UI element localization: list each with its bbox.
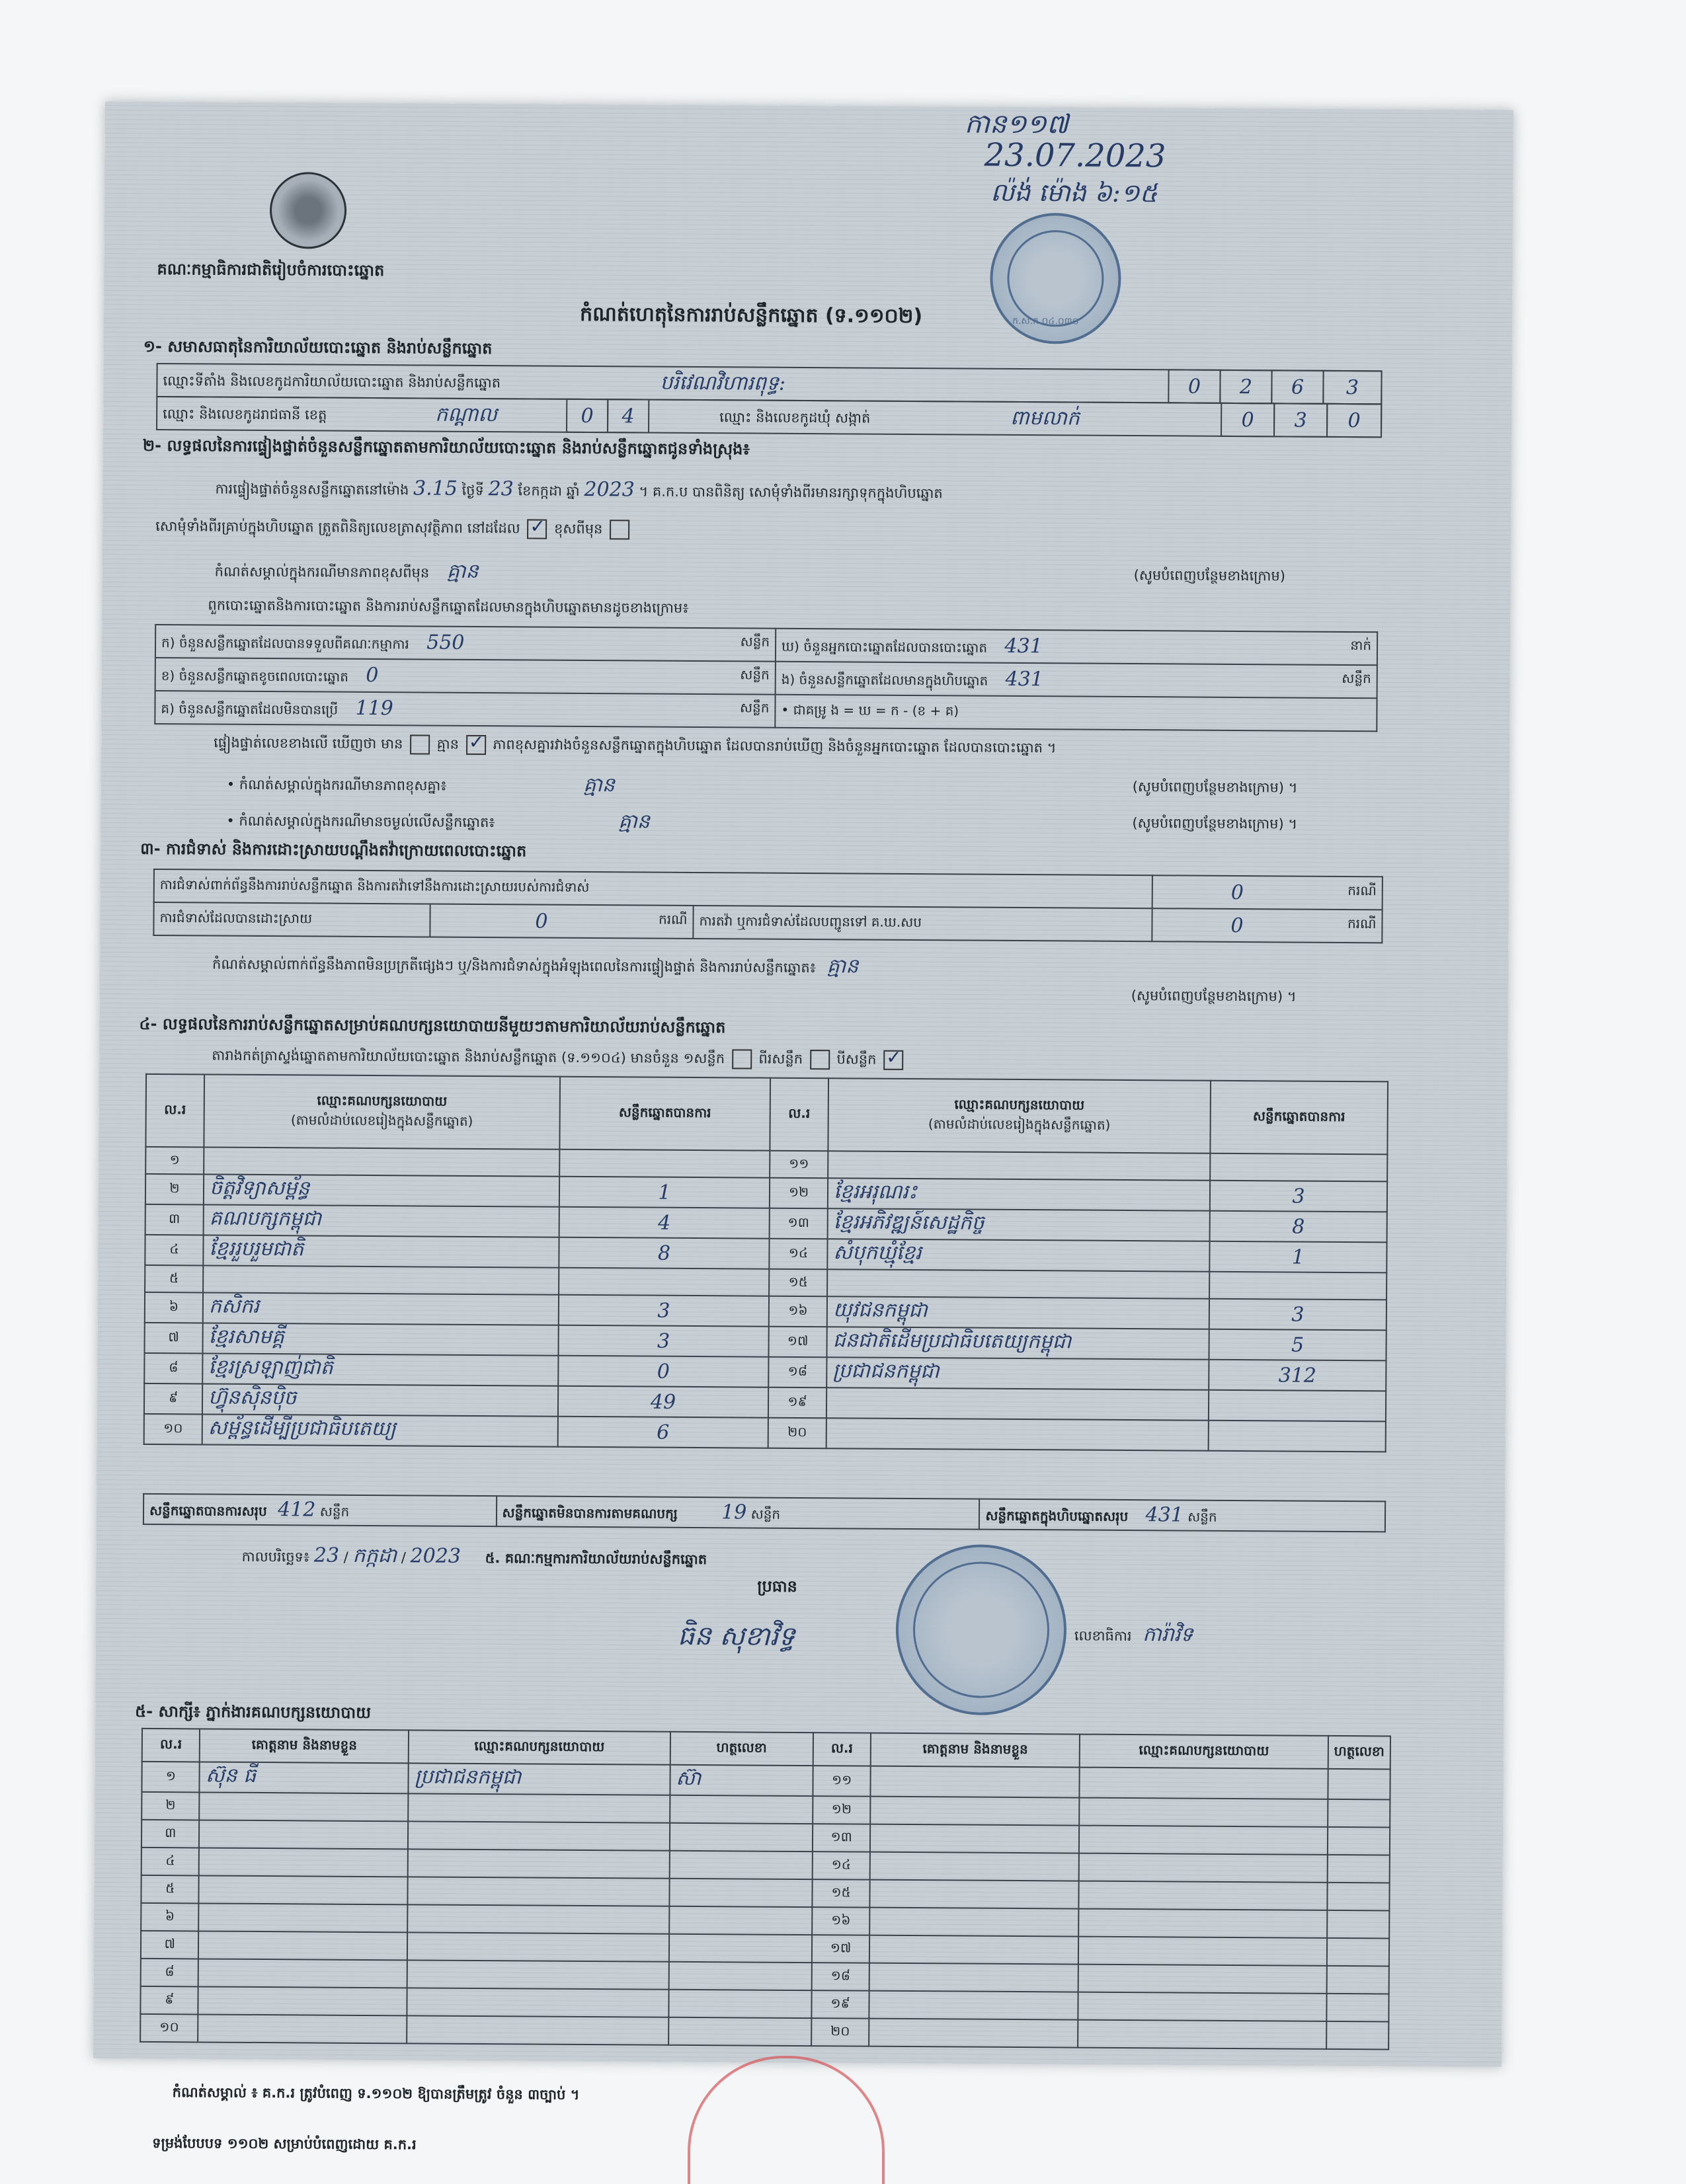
witness-row: ១ ស៊ុន ធី ប្រជាជនកម្ពុជា ស៊ា ១១	[141, 1762, 1390, 1800]
top-stamp-ref: ក.ស.ក ០៤.០៣០	[1012, 315, 1079, 327]
section3-fill-note: (សូមបំពេញបន្ថែមខាងក្រោម) ។	[1131, 988, 1297, 1005]
code-digit: 0	[1326, 403, 1382, 438]
one-sheet-checkbox[interactable]	[732, 1049, 752, 1069]
section3-note: កំណត់សម្គាល់ពាក់ព័ន្ធនឹងភាពមិនប្រក្រតីផ្សេងៗ ឬ/និងការជំទាស់ក្នុងអំឡុងពេលនៃការផ្ទៀងផ្ទាត់ និងការរាប់សន្លឹកឆ្នោត៖ គ្មាន	[212, 955, 859, 978]
line1-b: ថ្ងៃទី	[462, 482, 484, 499]
complaint-label: ការជំទាស់ដែលបានដោះស្រាយ	[153, 902, 430, 937]
ballot-cell: ខ) ចំនួនសន្លឹកឆ្នោតខូចពេលបោះឆ្នោត 0 សន្លឹក	[155, 658, 776, 695]
code-digit: 3	[1273, 403, 1328, 437]
secretary: លេខាធិការ ការ៉ាវិទ	[1074, 1623, 1193, 1647]
section2-line1	[215, 476, 943, 506]
code-digit: 0	[1221, 403, 1275, 437]
section1-row1-value: បរិវេណវិហារពុទ្ធ:	[660, 371, 786, 395]
witness-row: ៩ ១៩	[140, 1986, 1388, 2022]
witness-table	[140, 1728, 1391, 2050]
section1-row2-value: កណ្ដាល	[435, 403, 498, 427]
invalid-cell: សន្លឹកឆ្នោតមិនបានការតាមគណបក្ស 19 សន្លឹក	[496, 1496, 979, 1529]
chair-label: ប្រធាន	[757, 1577, 797, 1596]
top-stamp	[990, 213, 1121, 344]
ballot-count-table	[154, 624, 1378, 732]
total-valid-cell: សន្លឹកឆ្នោតបានការសរុប 412 សន្លឹក	[143, 1494, 497, 1526]
section1-row2-value2: ពាមលាក់	[1010, 406, 1080, 430]
red-stamp	[688, 2056, 885, 2184]
line1-c: ខែកក្កដា ឆ្នាំ	[518, 483, 580, 499]
ballot-cell: គ) ចំនួនសន្លឹកឆ្នោតដែលមិនបានប្រើ 119 សន្លឹក	[155, 691, 775, 728]
section4-sub: តារាងកត់ត្រាស្ទង់ឆ្នោតតាមការិយាល័យបោះឆ្នោត និងរាប់សន្លឹកឆ្នោត (ទ.១១០៤) មានចំនួន ១សន្លឹក ពីរសន្លឹក បីសន្លឹក ✓	[212, 1046, 906, 1072]
chair-name: ធិន សុខាវិទ្ធ	[677, 1620, 795, 1652]
col-party: ឈ្មោះគណបក្សនយោបាយ (តាមលំដាប់លេខរៀងក្នុងសន្លឹកឆ្នោត)	[204, 1074, 560, 1149]
form-title: កំណត់ហេតុនៃការរាប់សន្លឹកឆ្នោត (ទ.១១០២)	[580, 302, 923, 329]
results-row: ៩ ហ៊្វុនស៊ិនប៉ិច 49 ១៩	[144, 1384, 1386, 1421]
top-ref: កាន១១៧	[964, 108, 1068, 140]
section4-heading: ៤- លទ្ធផលនៃការរាប់សន្លឹកឆ្នោតសម្រាប់គណបក្សនយោបាយនីមួយៗតាមការិយាល័យរាប់សន្លឹកឆ្នោត	[139, 1014, 726, 1037]
fill-note2b: (សូមបំពេញបន្ថែមខាងក្រោម) ។	[1132, 815, 1298, 832]
top-date: 23.07.2023	[984, 136, 1166, 175]
witness-row: ២ ១២	[141, 1792, 1390, 1828]
code-digit: 3	[1322, 370, 1382, 405]
code-digit: 6	[1271, 370, 1324, 404]
line3-value: គ្មាន	[446, 559, 479, 583]
section3-heading: ៣- ការជំទាស់ និងការដោះស្រាយបណ្ដឹងតវ៉ាក្រោយពេលបោះឆ្នោត	[140, 839, 527, 861]
results-row: ៥ ១៥	[145, 1265, 1386, 1300]
ballot-cell: • ជាគម្រូ ង = ឃ = ក - (ខ + គ)	[775, 695, 1377, 732]
complaint-table	[153, 869, 1383, 943]
count-time: 3.15	[413, 477, 458, 500]
witness-row: ៣ ១៣	[141, 1820, 1390, 1855]
same-checkbox[interactable]	[527, 519, 547, 539]
box-total-cell: សន្លឹកឆ្នោតក្នុងហិបឆ្នោតសរុប 431 សន្លឹក	[979, 1499, 1385, 1532]
three-sheet-checkbox[interactable]	[883, 1050, 903, 1070]
complaint-label: ការជំទាស់ពាក់ព័ន្ធនឹងការរាប់សន្លឹកឆ្នោត និងការតវ៉ាទៅនឹងការដោះស្រាយរបស់ការជំទាស់	[154, 869, 1152, 908]
count-year: 2023	[584, 477, 635, 502]
line1-d: ។ គ.ក.ប បានពិនិត្យ សោមុំទាំងពីរមានរក្សាទុកក្នុងហិបឆ្នោត	[639, 483, 943, 502]
section1-row2	[156, 396, 1382, 438]
complaint-label: ការតវ៉ា ឬការជំទាស់ដែលបញ្ជូនទៅ គ.ឃ.សប	[693, 906, 1152, 941]
has-diff-checkbox[interactable]	[410, 734, 430, 754]
witness-row: ៤ ១៤	[141, 1848, 1390, 1883]
code-digit: 4	[607, 399, 649, 433]
complaint-cell: 0 ករណី	[430, 904, 693, 939]
witness-row: ៦ ១៦	[141, 1903, 1389, 1939]
section1-row1-label: ឈ្មោះទីតាំង និងលេខកូដការិយាល័យបោះឆ្នោត និងរាប់សន្លឹកឆ្នោត	[163, 373, 501, 391]
line1-a: ការផ្ទៀងផ្ទាត់ចំនួនសន្លឹកឆ្នោតនៅម៉ោង	[215, 481, 409, 498]
col-votes: សន្លឹកឆ្នោតបានការ	[1210, 1081, 1388, 1155]
committee-name: គណៈកម្មាធិការជាតិរៀបចំការបោះឆ្នោត	[157, 260, 385, 280]
section5-heading: ៥- សាក្សី៖ ភ្នាក់ងារគណបក្សនយោបាយ	[135, 1701, 372, 1723]
results-row: ២ ចិត្តវិទ្យាសម្ព័ន្ធ 1 ១២ ខ្មែរអរុណរះ 3	[145, 1174, 1387, 1212]
top-sign: ល៉ង់ ម៉ោង ៦:១៥	[990, 177, 1158, 208]
results-row: ៣ គណបក្សកម្ពុជា 4 ១៣ ខ្មែរអភិវឌ្ឍន៍សេដ្ឋកិច្ច 8	[145, 1204, 1387, 1242]
nec-emblem-icon	[270, 172, 347, 249]
code-digit: 2	[1219, 370, 1272, 404]
line2: សោមុំទាំងពីរគ្រាប់ក្នុងហិបឆ្នោត ត្រួតពិនិត្យលេខត្រាសុវត្ថិភាព នៅដដែល	[155, 518, 520, 537]
totals-table	[143, 1493, 1386, 1532]
note1: • កំណត់សម្គាល់ក្នុងករណីមានភាពខុសគ្នា៖ គ្មាន	[226, 773, 616, 797]
note2: • កំណត់សម្គាល់ក្នុងករណីមានចម្ងល់លើសន្លឹកឆ្នោត៖ គ្មាន	[226, 810, 650, 834]
totals-row	[143, 1494, 1385, 1532]
results-row: ១០ សម្ព័ន្ធដើម្បីប្រជាធិបតេយ្យ 6 ២០	[144, 1414, 1386, 1452]
compare-line: ផ្ទៀងផ្ទាត់លេខខាងលើ ឃើញថា មាន គ្មាន ✓ ភាពខុសគ្នារវាងចំនួនសន្លឹកឆ្នោតក្នុងហិបឆ្នោត ដែលបានរាប់ឃើញ និងចំនួនអ្នកបោះឆ្នោត ដែលបានបោះឆ្នោត ។	[214, 734, 1057, 760]
ballot-cell: ឃ) ចំនួនអ្នកបោះឆ្នោតដែលបានបោះឆ្នោត 431 នាក់	[776, 629, 1377, 666]
results-row: ៧ ខ្មែរសាមគ្គី 3 ១៧ ជនជាតិដើមប្រជាធិបតេយ្យកម្ពុជា 5	[144, 1323, 1386, 1360]
col-party: ឈ្មោះគណបក្សនយោបាយ (តាមលំដាប់លេខរៀងក្នុងសន្លឹកឆ្នោត)	[828, 1078, 1211, 1153]
ballot-cell: ង) ចំនួនសន្លឹកឆ្នោតដែលមានក្នុងហិបឆ្នោត 431 សន្លឹក	[776, 662, 1377, 699]
results-table	[143, 1073, 1388, 1452]
footer-note: កំណត់សម្គាល់ ៖ គ.ក.រ ត្រូវបំពេញ ទ.១១០២ ឱ្យបានត្រឹមត្រូវ ចំនួន ៣ច្បាប់ ។	[172, 2084, 580, 2103]
section2-line3	[215, 557, 479, 588]
col-votes: សន្លឹកឆ្នោតបានការ	[559, 1077, 770, 1151]
section1-heading: ១- សមាសធាតុនៃការិយាល័យបោះឆ្នោត និងរាប់សន្លឹកឆ្នោត	[143, 336, 493, 358]
section1-row2-label: ឈ្មោះ និងលេខកូដរាជធានី ខេត្ត	[163, 406, 327, 423]
col-no: ល.រ	[770, 1078, 828, 1151]
scanned-form	[93, 102, 1513, 2153]
col-no: ល.រ	[145, 1074, 204, 1148]
witness-row: ៧ ១៧	[141, 1931, 1389, 1967]
section1-row2-label2: ឈ្មោះ និងលេខកូដឃុំ សង្កាត់	[719, 409, 871, 426]
fill-note: (សូមបំពេញបន្ថែមខាងក្រោម)	[1133, 567, 1286, 584]
complaint-row	[153, 902, 1382, 943]
committee-stamp	[895, 1544, 1067, 1716]
no-diff-checkbox[interactable]	[466, 735, 486, 755]
form-label: ទម្រង់បែបបទ ១១០២ សម្រាប់បំពេញដោយ គ.ក.រ	[152, 2135, 417, 2153]
two-sheet-checkbox[interactable]	[810, 1050, 830, 1070]
complaint-cell: 0 ករណី	[1152, 875, 1383, 910]
line2-b: ខុសពីមុន	[554, 520, 603, 537]
witness-header-row: ល.រ គោត្តនាម និងនាមខ្លួន ឈ្មោះគណបក្សនយោបាយ ហត្ថលេខា ល.រ គោត្តនាម និងនាមខ្លួន ឈ្មោះគណបក្សនយោបាយ ហត្ថលេខា	[142, 1729, 1390, 1770]
section2-heading: ២- លទ្ធផលនៃការផ្ទៀងផ្ទាត់ចំនួនសន្លឹកឆ្នោតតាមការិយាល័យបោះឆ្នោត និងរាប់សន្លឹកឆ្នោតជូនទាំងស្រុង៖	[142, 436, 750, 459]
code-digit: 0	[1168, 369, 1221, 403]
results-row: ៦ កសិករ 3 ១៦ យុវជនកម្ពុជា 3	[145, 1292, 1386, 1330]
results-header-row	[145, 1074, 1388, 1154]
ballot-cell: ក) ចំនួនសន្លឹកឆ្នោតដែលបានទទួលពីគណៈកម្មាការ 550 សន្លឹក	[155, 625, 776, 662]
results-row: ១ ១១	[145, 1147, 1387, 1181]
results-row: ៨ ខ្មែរស្រឡាញ់ជាតិ 0 ១៨ ប្រជាជនកម្ពុជា 312	[144, 1353, 1386, 1391]
section2-line2	[155, 517, 632, 541]
count-day: 23	[488, 477, 514, 501]
witness-row: ៨ ១៨	[141, 1959, 1389, 1994]
witness-row: ៥ ១៥	[141, 1875, 1389, 1911]
complaint-cell: 0 ករណី	[1152, 908, 1382, 943]
code-digit: 0	[566, 399, 608, 433]
fill-note2a: (សូមបំពេញបន្ថែមខាងក្រោម) ។	[1132, 779, 1298, 796]
ballot-row	[155, 691, 1377, 731]
sign-date: កាលបរិច្ឆេទ៖ 23 / កក្កដា / 2023 ៥. គណៈកម្មការការិយាល័យរាប់សន្លឹកឆ្នោត	[241, 1543, 707, 1568]
line3: កំណត់សម្គាល់ក្នុងករណីមានភាពខុសពីមុន	[214, 563, 430, 581]
different-checkbox[interactable]	[610, 520, 629, 539]
section2-line4: ពួកបោះឆ្នោតនិងការបោះឆ្នោត និងការរាប់សន្លឹកឆ្នោតដែលមានក្នុងហិបឆ្នោតមានដូចខាងក្រោម៖	[208, 597, 689, 616]
witness-row: ១០ ២០	[140, 2014, 1388, 2050]
results-row: ៤ ខ្មែររួបរួមជាតិ 8 ១៤ សំបុកឃ្មុំខ្មែរ 1	[145, 1235, 1386, 1272]
